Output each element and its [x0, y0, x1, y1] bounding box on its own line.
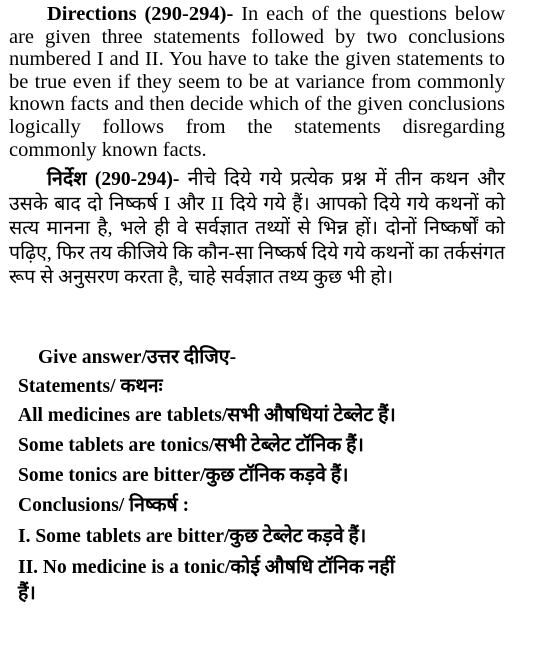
directions-body-hi: नीचे दिये गये प्रत्येक प्रश्न में तीन कथन और उसके बाद दो निष्कर्ष I और II दिये गये हैं। आपको दिये गये कथनों को सत्य मानना है, भले ही वे सर्वज्ञात तथ्यों से भिन्न हों। दोनों निष्कर्षों को पढ़िए, फिर तय कीजिये कि कौन-सा निष्कर्ष दिये गये कथनों का तर्कसंगत रूप से अनुसरण करता है, चाहे सर्वज्ञात तथ्य कुछ भी हो।	[9, 169, 505, 288]
conclusion-1: I. Some tablets are bitter/कुछ टेब्लेट कड़वे हैं।	[18, 526, 367, 547]
statement-3: Some tonics are bitter/कुछ टॉनिक कड़वे हैं।	[18, 465, 349, 486]
statements-label: Statements/ कथनः	[18, 376, 163, 397]
directions-heading-hi: निर्देश (290-294)-	[47, 169, 180, 190]
directions-hindi	[9, 168, 505, 291]
statement-2: Some tablets are tonics/सभी टेब्लेट टॉनिक हैं।	[18, 435, 364, 456]
give-answer-label: Give answer/उत्तर दीजिए-	[38, 347, 237, 368]
directions-heading-en: Directions (290-294)-	[47, 3, 234, 25]
statement-1: All medicines are tablets/सभी औषधियां टेब्लेट हैं।	[18, 405, 396, 426]
conclusion-2: II. No medicine is a tonic/कोई औषधि टॉनिक नहीं	[18, 557, 395, 578]
directions-english	[9, 3, 505, 161]
conclusions-label: Conclusions/ निष्कर्ष :	[18, 495, 190, 516]
conclusion-2-continuation: हैं।	[18, 583, 36, 604]
directions-body-en: In each of the questions below are given three statements followed by two conclusions numbered I and II. You have to take the given statements to be true even if they seem to be at variance from commonly known facts and then decide which of the given conclusions logically follows from the statements disregarding commonly known facts.	[9, 3, 505, 161]
